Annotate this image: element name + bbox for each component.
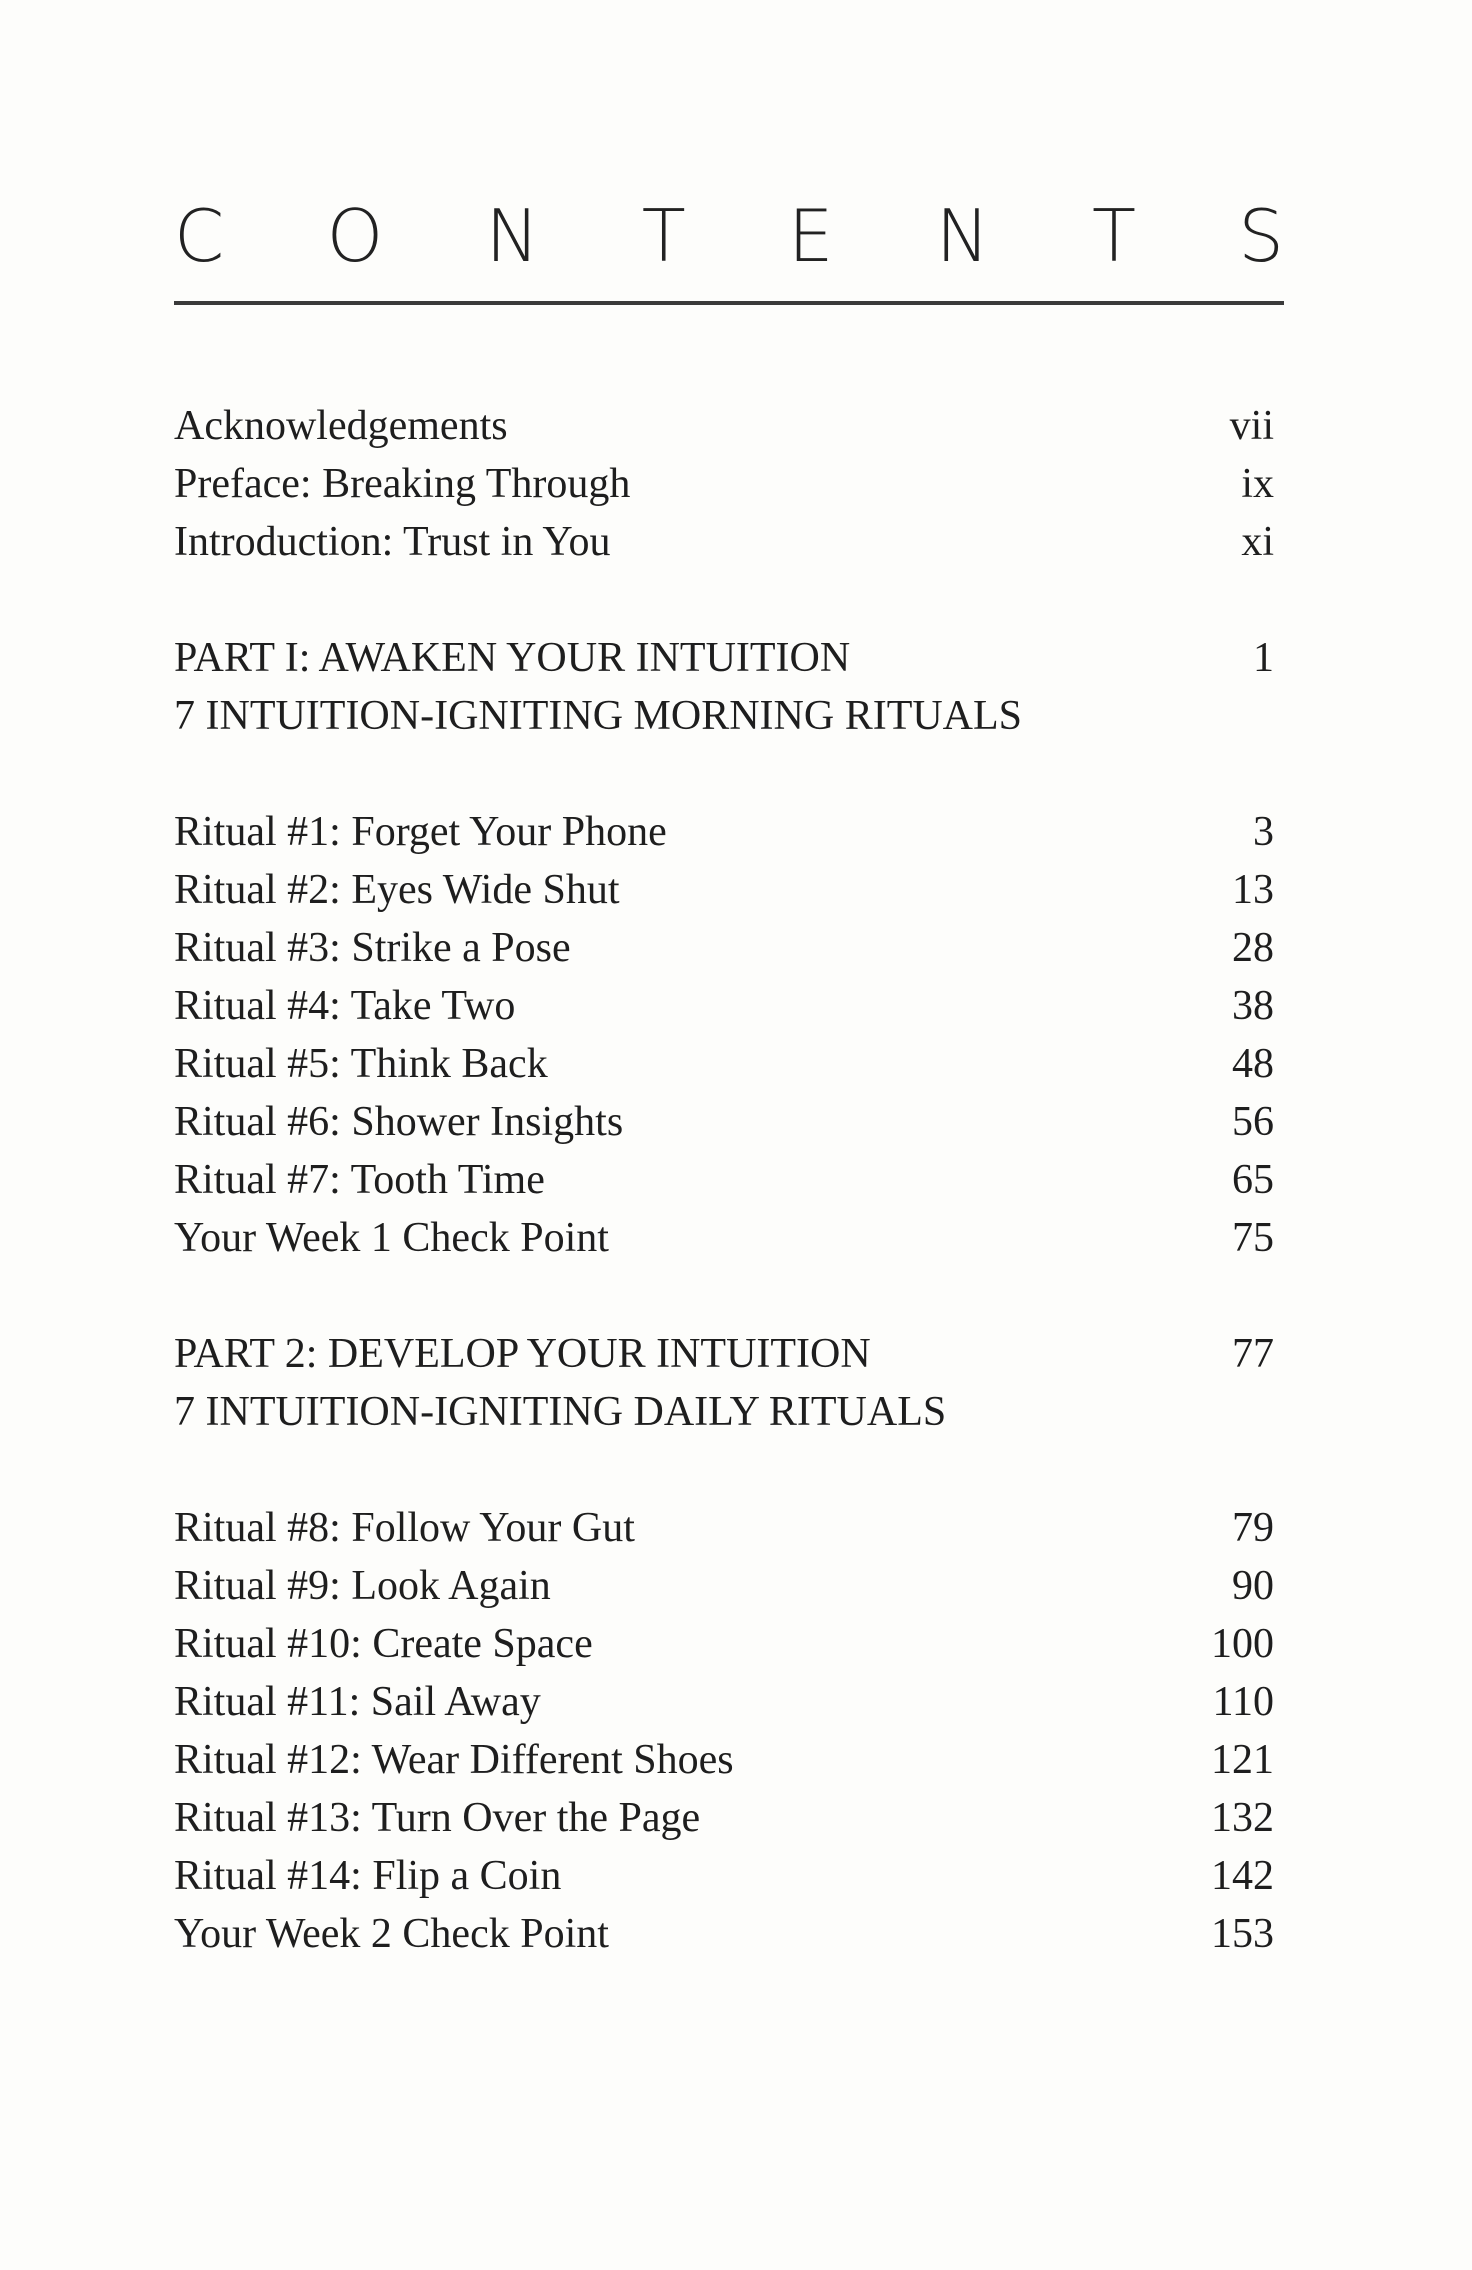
title-rule	[174, 301, 1284, 305]
toc-entry-page: 110	[1212, 1679, 1274, 1725]
toc-entry-page: 153	[1211, 1911, 1274, 1957]
toc-entry-title: Ritual #5: Think Back	[174, 1041, 548, 1087]
title-letter: N	[935, 194, 990, 278]
toc-entry	[174, 1673, 1274, 1731]
toc-entry-title: Ritual #11: Sail Away	[174, 1679, 541, 1725]
toc-entry-page: 3	[1253, 809, 1274, 855]
toc-entry-title: Ritual #8: Follow Your Gut	[174, 1505, 635, 1551]
toc-entry-title: Ritual #7: Tooth Time	[174, 1157, 545, 1203]
toc-entry	[174, 1731, 1274, 1789]
toc-entry-page: 48	[1232, 1041, 1274, 1087]
toc-entry-title: Ritual #2: Eyes Wide Shut	[174, 867, 620, 913]
title-letter: E	[787, 194, 834, 278]
toc-entry-page: 121	[1211, 1737, 1274, 1783]
toc-entry	[174, 513, 1274, 571]
toc-entry	[174, 1847, 1274, 1905]
toc-entry-page: ix	[1241, 461, 1274, 507]
toc-entry-title: Ritual #9: Look Again	[174, 1563, 551, 1609]
toc-entry-title: Ritual #10: Create Space	[174, 1621, 593, 1667]
title-letter: S	[1238, 194, 1284, 278]
toc-entry	[174, 1325, 1274, 1383]
toc-entry	[174, 861, 1274, 919]
toc-entry-page: 1	[1253, 635, 1274, 681]
toc-entry-title: Ritual #4: Take Two	[174, 983, 516, 1029]
toc-entry-title: Your Week 1 Check Point	[174, 1215, 609, 1261]
toc-entry	[174, 919, 1274, 977]
toc-entry	[174, 1383, 1274, 1441]
spacer	[174, 571, 1274, 629]
toc-entry	[174, 977, 1274, 1035]
toc-entry-title: Ritual #3: Strike a Pose	[174, 925, 571, 971]
toc-entry-title: PART I: AWAKEN YOUR INTUITION	[174, 635, 851, 681]
toc-entry	[174, 1093, 1274, 1151]
toc-entry	[174, 1557, 1274, 1615]
toc-entry-page: 132	[1211, 1795, 1274, 1841]
toc-entry-page: 75	[1232, 1215, 1274, 1261]
toc-entry-page: xi	[1241, 519, 1274, 565]
toc-entry-page: 13	[1232, 867, 1274, 913]
spacer	[174, 745, 1274, 803]
toc-entry-title: Ritual #1: Forget Your Phone	[174, 809, 667, 855]
toc-entry	[174, 1789, 1274, 1847]
title-letter: T	[1091, 194, 1136, 278]
page-title	[174, 196, 1284, 276]
toc-entry	[174, 455, 1274, 513]
toc-entry-title: Ritual #6: Shower Insights	[174, 1099, 624, 1145]
toc-entry-page: 77	[1232, 1331, 1274, 1377]
toc-entry-title: PART 2: DEVELOP YOUR INTUITION	[174, 1331, 871, 1377]
toc-entry	[174, 1499, 1274, 1557]
spacer	[174, 1267, 1274, 1325]
table-of-contents	[174, 397, 1274, 1963]
toc-entry	[174, 687, 1274, 745]
title-letter: C	[174, 194, 225, 278]
toc-entry-page: 90	[1232, 1563, 1274, 1609]
toc-entry	[174, 629, 1274, 687]
toc-entry	[174, 1615, 1274, 1673]
toc-entry	[174, 803, 1274, 861]
toc-entry-title: Acknowledgements	[174, 403, 508, 449]
toc-entry-page: vii	[1229, 403, 1274, 449]
title-letter: T	[641, 194, 686, 278]
toc-entry-title: Preface: Breaking Through	[174, 461, 631, 507]
toc-entry	[174, 1151, 1274, 1209]
toc-entry-page: 65	[1232, 1157, 1274, 1203]
toc-entry-title: Ritual #13: Turn Over the Page	[174, 1795, 701, 1841]
toc-entry-page: 100	[1211, 1621, 1274, 1667]
title-letter: N	[485, 194, 540, 278]
toc-entry	[174, 1035, 1274, 1093]
toc-entry	[174, 1905, 1274, 1963]
toc-entry	[174, 397, 1274, 455]
toc-entry-title: Ritual #14: Flip a Coin	[174, 1853, 562, 1899]
title-letter: O	[326, 194, 384, 278]
toc-entry-title: Introduction: Trust in You	[174, 519, 611, 565]
toc-entry-title: 7 INTUITION-IGNITING MORNING RITUALS	[174, 693, 1023, 739]
toc-entry-title: 7 INTUITION-IGNITING DAILY RITUALS	[174, 1389, 947, 1435]
spacer	[174, 1441, 1274, 1499]
toc-entry	[174, 1209, 1274, 1267]
toc-entry-page: 79	[1232, 1505, 1274, 1551]
toc-entry-page: 56	[1232, 1099, 1274, 1145]
toc-entry-title: Ritual #12: Wear Different Shoes	[174, 1737, 734, 1783]
toc-entry-page: 142	[1211, 1853, 1274, 1899]
toc-entry-page: 38	[1232, 983, 1274, 1029]
toc-entry-page: 28	[1232, 925, 1274, 971]
toc-entry-title: Your Week 2 Check Point	[174, 1911, 609, 1957]
